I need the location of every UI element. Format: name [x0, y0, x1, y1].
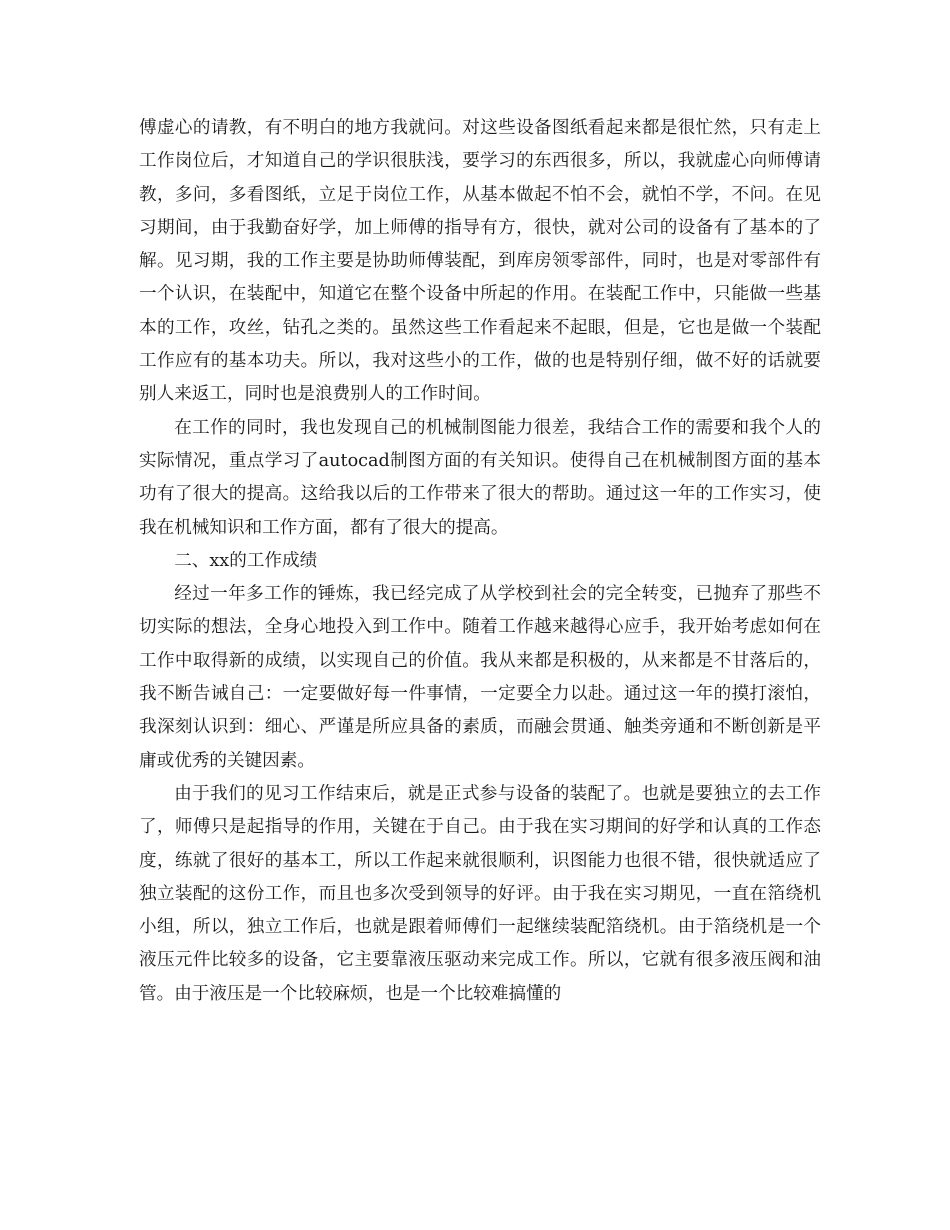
section-heading-work-results: 二、xx的工作成绩: [174, 550, 318, 571]
document-page: [139, 112, 821, 1011]
paragraph-continuation: 傅虚心的请教，有不明白的地方我就问。对这些设备图纸看起来都是很忙然，只有走上工作岗位后，才知道自己的学识很肤浅，要学习的东西很多，所以，我就虚心向师傅请教，多问，多看图纸，立足于岗位工作，从基本做起不怕不会，就怕不学，不问。在见习期间，由于我勤奋好学，加上师傅的指导有方，很快，就对公司的设备有了基本的了解。见习期，我的工作主要是协助师傅装配，到库房领零部件，同时，也是对零部件有一个认识，在装配中，知道它在整个设备中所起的作用。在装配工作中，只能做一些基本的工作，攻丝，钻孔之类的。虽然这些工作看起来不起眼，但是，它也是做一个装配工作应有的基本功夫。所以，我对这些小的工作，做的也是特别仔细，做不好的话就要别人来返工，同时也是浪费别人的工作时间。: [139, 118, 821, 405]
paragraph-work-transformation: 经过一年多工作的锤炼，我已经完成了从学校到社会的完全转变，已抛弃了那些不切实际的想法，全身心地投入到工作中。随着工作越来越得心应手，我开始考虑如何在工作中取得新的成绩，以实现自己的价值。我从来都是积极的，从来都是不甘落后的，我不断告诫自己：一定要做好每一件事情，一定要全力以赴。通过这一年的摸打滚怕，我深刻认识到：细心、严谨是所应具备的素质，而融会贯通、触类旁通和不断创新是平庸或优秀的关键因素。: [139, 584, 821, 771]
paragraph-autocad-study: 在工作的同时，我也发现自己的机械制图能力很差，我结合工作的需要和我个人的实际情况，重点学习了autocad制图方面的有关知识。使得自己在机械制图方面的基本功有了很大的提高。这给我以后的工作带来了很大的帮助。通过这一年的工作实习，使我在机械知识和工作方面，都有了很大的提高。: [139, 417, 821, 538]
paragraph-independent-assembly: 由于我们的见习工作结束后，就是正式参与设备的装配了。也就是要独立的去工作了，师傅只是起指导的作用，关键在于自己。由于我在实习期间的好学和认真的工作态度，练就了很好的基本工，所以工作起来就很顺利，识图能力也很不错，很快就适应了独立装配的这份工作，而且也多次受到领导的好评。由于我在实习期见，一直在箔绕机小组，所以，独立工作后，也就是跟着师傅们一起继续装配箔绕机。由于箔绕机是一个液压元件比较多的设备，它主要靠液压驱动来完成工作。所以，它就有很多液压阀和油管。由于液压是一个比较麻烦，也是一个比较难搞懂的: [139, 783, 821, 1004]
